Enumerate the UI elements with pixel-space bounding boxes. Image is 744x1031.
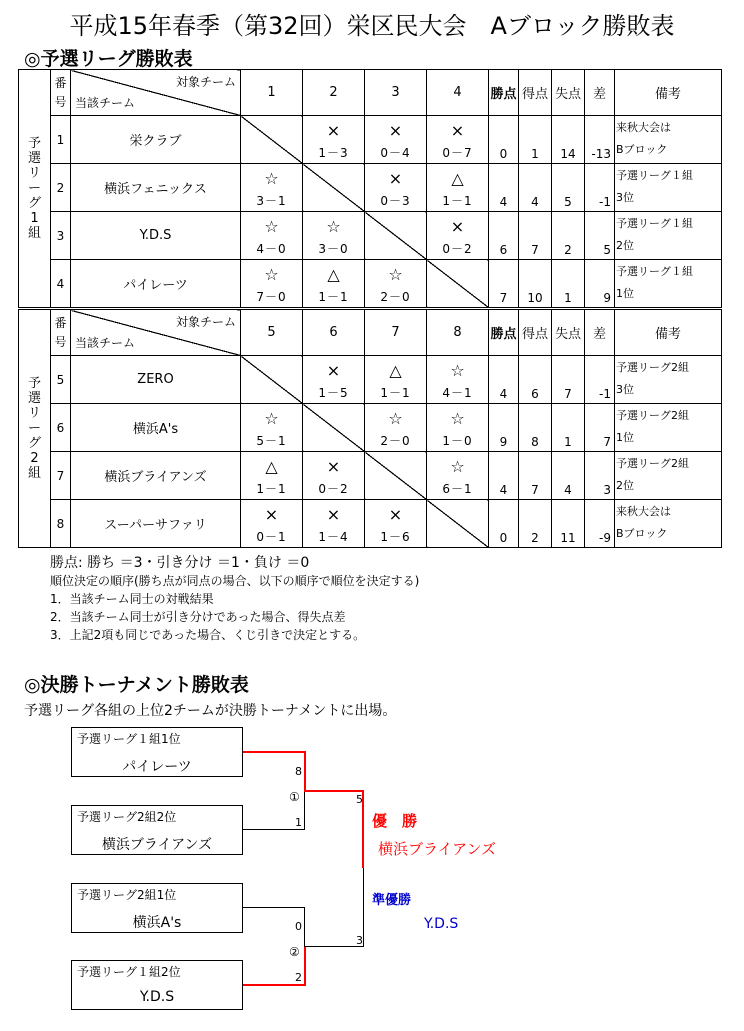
- self-match-cell: [303, 164, 365, 212]
- remark-line: 予選リーグ2組: [616, 457, 689, 470]
- team-name: 横浜A's: [71, 404, 241, 452]
- team-number: 6: [51, 404, 71, 452]
- opponent-column-header: 7: [365, 310, 427, 356]
- remarks-cell: [615, 212, 722, 260]
- opponent-column-header: 3: [365, 70, 427, 116]
- result-score: 6－1: [442, 482, 473, 496]
- remark-line: 2位: [616, 239, 634, 252]
- match-result-cell: [365, 356, 427, 404]
- self-match-cell: [241, 356, 303, 404]
- result-mark: △: [451, 169, 464, 188]
- group-label-char: 1: [30, 211, 39, 226]
- bracket-entry: [71, 883, 243, 933]
- result-score: 1－1: [380, 386, 411, 400]
- match-result-cell: [303, 500, 365, 548]
- goals-for-value: 6: [519, 356, 552, 404]
- opponent-column-header: 6: [303, 310, 365, 356]
- opponent-column-header: 8: [427, 310, 489, 356]
- remark-line: 1位: [616, 431, 634, 444]
- result-mark: ×: [388, 505, 403, 524]
- number-header: [51, 310, 71, 356]
- self-match-cell: [427, 500, 489, 548]
- result-mark: △: [389, 361, 402, 380]
- remarks-cell: [615, 404, 722, 452]
- goal-diff-value: -1: [585, 164, 615, 212]
- number-header-1: 番: [54, 75, 67, 90]
- group-label-char: 予: [27, 376, 41, 391]
- points-value: 6: [489, 212, 519, 260]
- result-mark: ×: [264, 505, 279, 524]
- points-value: 4: [489, 164, 519, 212]
- note-line: 1．当該チーム同士の対戦結果: [50, 592, 214, 606]
- bracket-line: [304, 946, 364, 947]
- goal-diff-header: 差: [585, 310, 615, 356]
- league-table: [18, 309, 722, 548]
- result-score: 2－0: [380, 290, 411, 304]
- match-result-cell: [365, 260, 427, 308]
- bracket-line: [243, 907, 305, 908]
- goal-diff-value: -13: [585, 116, 615, 164]
- goal-diff-value: 9: [585, 260, 615, 308]
- team-name: パイレーツ: [71, 260, 241, 308]
- goal-diff-value: 7: [585, 404, 615, 452]
- match-result-cell: [365, 164, 427, 212]
- entry-label: 予選リーグ１組1位: [77, 732, 181, 746]
- match-number: ②: [289, 945, 300, 959]
- remarks-cell: [615, 452, 722, 500]
- points-value: 9: [489, 404, 519, 452]
- remark-line: 来秋大会は: [616, 505, 671, 518]
- scoring-notes: [50, 554, 419, 644]
- match-result-cell: [365, 500, 427, 548]
- score: 2: [295, 971, 302, 984]
- note-line: 勝点: 勝ち ＝3・引き分け ＝1・負け ＝0: [50, 555, 310, 571]
- entry-label: 予選リーグ2組2位: [77, 810, 177, 824]
- runnerup-label: 準優勝: [372, 893, 412, 908]
- result-score: 0－1: [256, 530, 287, 544]
- points-value: 7: [489, 260, 519, 308]
- group-label-char: リ: [27, 166, 41, 181]
- team-name: 横浜フェニックス: [71, 164, 241, 212]
- winner-line: [243, 984, 306, 986]
- champion-label: 優 勝: [372, 812, 418, 830]
- goals-against-value: 1: [552, 260, 585, 308]
- number-header-2: 号: [54, 94, 67, 109]
- self-match-cell: [427, 260, 489, 308]
- match-result-cell: [427, 212, 489, 260]
- result-mark: ×: [326, 505, 341, 524]
- match-result-cell: [241, 212, 303, 260]
- team-name: Y.D.S: [71, 212, 241, 260]
- winner-line: [304, 790, 364, 792]
- remark-line: Bブロック: [616, 143, 668, 156]
- table-header-row: [19, 70, 722, 116]
- self-match-cell: [365, 452, 427, 500]
- result-score: 1－1: [318, 290, 349, 304]
- bracket-entry: [71, 805, 243, 855]
- goal-diff-value: -9: [585, 500, 615, 548]
- points-value: 4: [489, 452, 519, 500]
- match-result-cell: [365, 116, 427, 164]
- result-score: 1－1: [256, 482, 287, 496]
- group-label-char: ー: [27, 181, 41, 196]
- remark-line: 予選リーグ１組: [616, 217, 693, 230]
- points-header: 勝点: [489, 70, 519, 116]
- result-mark: ☆: [450, 457, 465, 476]
- match-result-cell: [427, 164, 489, 212]
- match-result-cell: [303, 356, 365, 404]
- entry-label: 予選リーグ2組1位: [77, 888, 177, 902]
- points-header: 勝点: [489, 310, 519, 356]
- bracket-entry: [71, 727, 243, 777]
- result-mark: ☆: [326, 217, 341, 236]
- opponent-column-header: 2: [303, 70, 365, 116]
- result-score: 1－1: [442, 194, 473, 208]
- league-table: [18, 69, 722, 308]
- goals-against-value: 7: [552, 356, 585, 404]
- team-number: 4: [51, 260, 71, 308]
- bracket-line: [304, 792, 305, 829]
- goals-for-header: 得点: [519, 70, 552, 116]
- result-mark: ☆: [450, 361, 465, 380]
- number-header-2: 号: [54, 334, 67, 349]
- team-number: 1: [51, 116, 71, 164]
- self-match-cell: [303, 404, 365, 452]
- remarks-cell: [615, 260, 722, 308]
- remark-line: 予選リーグ2組: [616, 361, 689, 374]
- goals-against-header: 失点: [552, 310, 585, 356]
- group-label-char: 予: [27, 136, 41, 151]
- goals-against-value: 14: [552, 116, 585, 164]
- team-number: 3: [51, 212, 71, 260]
- remark-line: 来秋大会は: [616, 121, 671, 134]
- match-result-cell: [303, 116, 365, 164]
- team-header: [71, 70, 241, 116]
- remarks-cell: [615, 356, 722, 404]
- match-result-cell: [427, 452, 489, 500]
- opponent-column-header: 1: [241, 70, 303, 116]
- remarks-header: 備考: [615, 70, 722, 116]
- runnerup-team: Y.D.S: [424, 916, 459, 932]
- tournament-subtitle: 予選リーグ各組の上位2チームが決勝トーナメントに出場。: [24, 703, 397, 719]
- group-label-char: 組: [27, 226, 41, 241]
- team-name: スーパーサファリ: [71, 500, 241, 548]
- page-title: 平成15年春季（第32回）栄区民大会 Aブロック勝敗表: [69, 12, 675, 40]
- opponent-column-header: 4: [427, 70, 489, 116]
- result-score: 5－1: [256, 434, 287, 448]
- team-name: 栄クラブ: [71, 116, 241, 164]
- result-score: 3－0: [318, 242, 349, 256]
- remarks-header: 備考: [615, 310, 722, 356]
- goals-against-value: 1: [552, 404, 585, 452]
- result-mark: ☆: [264, 409, 279, 428]
- entry-team: Y.D.S: [139, 989, 175, 1005]
- goal-diff-value: 3: [585, 452, 615, 500]
- bracket-line: [304, 907, 305, 947]
- result-score: 4－1: [442, 386, 473, 400]
- table-header-row: [19, 310, 722, 356]
- result-score: 1－0: [442, 434, 473, 448]
- match-result-cell: [241, 404, 303, 452]
- group-label-char: ー: [27, 421, 41, 436]
- result-score: 1－6: [380, 530, 411, 544]
- match-result-cell: [241, 452, 303, 500]
- result-score: 0－2: [442, 242, 473, 256]
- entry-team: 横浜A's: [132, 915, 182, 931]
- note-line: 3．上記2項も同じであった場合、くじ引きで決定とする。: [50, 628, 366, 642]
- goals-against-header: 失点: [552, 70, 585, 116]
- remarks-cell: [615, 164, 722, 212]
- result-mark: ×: [450, 217, 465, 236]
- current-team-header: 当該チーム: [75, 96, 136, 110]
- group-label-char: 組: [27, 466, 41, 481]
- result-mark: ☆: [388, 409, 403, 428]
- winner-line: [243, 751, 305, 753]
- goals-against-value: 4: [552, 452, 585, 500]
- result-mark: ×: [326, 361, 341, 380]
- result-mark: ☆: [450, 409, 465, 428]
- goal-diff-header: 差: [585, 70, 615, 116]
- goals-for-value: 8: [519, 404, 552, 452]
- goals-for-header: 得点: [519, 310, 552, 356]
- team-number: 5: [51, 356, 71, 404]
- match-result-cell: [241, 260, 303, 308]
- bracket-entry: [71, 960, 243, 1010]
- score: 8: [295, 765, 302, 778]
- opponent-column-header: 5: [241, 310, 303, 356]
- match-result-cell: [303, 452, 365, 500]
- result-score: 7－0: [256, 290, 287, 304]
- group-label-char: リ: [27, 406, 41, 421]
- remark-line: 2位: [616, 479, 634, 492]
- points-value: 0: [489, 116, 519, 164]
- result-score: 1－3: [318, 146, 349, 160]
- goal-diff-value: 5: [585, 212, 615, 260]
- goals-for-value: 1: [519, 116, 552, 164]
- points-value: 0: [489, 500, 519, 548]
- result-mark: ×: [388, 169, 403, 188]
- current-team-header: 当該チーム: [75, 336, 136, 350]
- opponent-header: 対象チーム: [175, 75, 236, 89]
- score: 0: [295, 920, 302, 933]
- remarks-cell: [615, 116, 722, 164]
- score: 3: [356, 934, 363, 947]
- table-row: [19, 164, 722, 212]
- team-number: 8: [51, 500, 71, 548]
- tournament-section-title: ◎決勝トーナメント勝敗表: [24, 674, 249, 696]
- match-result-cell: [241, 500, 303, 548]
- goal-diff-value: -1: [585, 356, 615, 404]
- table-row: [19, 212, 722, 260]
- group-label-char: グ: [27, 196, 41, 211]
- entry-team: 横浜ブライアンズ: [101, 837, 213, 853]
- table-row: [19, 452, 722, 500]
- remark-line: 予選リーグ１組: [616, 169, 693, 182]
- self-match-cell: [241, 116, 303, 164]
- bracket-line: [363, 868, 364, 947]
- winner-line: [304, 946, 306, 985]
- goals-against-value: 5: [552, 164, 585, 212]
- remark-line: 予選リーグ１組: [616, 265, 693, 278]
- result-score: 0－4: [380, 146, 411, 160]
- result-score: 2－0: [380, 434, 411, 448]
- team-number: 7: [51, 452, 71, 500]
- result-mark: △: [265, 457, 278, 476]
- result-mark: ×: [326, 457, 341, 476]
- match-result-cell: [303, 212, 365, 260]
- result-score: 0－7: [442, 146, 473, 160]
- goals-against-value: 11: [552, 500, 585, 548]
- team-name: ZERO: [71, 356, 241, 404]
- goals-for-value: 4: [519, 164, 552, 212]
- result-mark: ☆: [264, 217, 279, 236]
- note-line: 順位決定の順序(勝ち点が同点の場合、以下の順序で順位を決定する): [50, 574, 420, 588]
- table-row: [19, 260, 722, 308]
- number-header: [51, 70, 71, 116]
- group-label-char: 2: [30, 451, 39, 466]
- remarks-cell: [615, 500, 722, 548]
- league-section-title: ◎予選リーグ勝敗表: [24, 48, 193, 70]
- result-score: 0－2: [318, 482, 349, 496]
- goals-for-value: 7: [519, 212, 552, 260]
- table-row: [19, 356, 722, 404]
- match-result-cell: [427, 116, 489, 164]
- champion-team: 横浜ブライアンズ: [378, 840, 497, 858]
- points-value: 4: [489, 356, 519, 404]
- goals-against-value: 2: [552, 212, 585, 260]
- match-number: ①: [289, 790, 300, 804]
- result-score: 0－3: [380, 194, 411, 208]
- table-row: [19, 116, 722, 164]
- remark-line: 1位: [616, 287, 634, 300]
- opponent-header: 対象チーム: [175, 315, 236, 329]
- entry-label: 予選リーグ１組2位: [77, 965, 181, 979]
- match-result-cell: [365, 404, 427, 452]
- self-match-cell: [365, 212, 427, 260]
- match-result-cell: [427, 404, 489, 452]
- match-result-cell: [241, 164, 303, 212]
- result-score: 1－4: [318, 530, 349, 544]
- team-name: 横浜ブライアンズ: [71, 452, 241, 500]
- goals-for-value: 10: [519, 260, 552, 308]
- note-line: 2．当該チーム同士が引き分けであった場合、得失点差: [50, 610, 346, 624]
- group-label: [19, 70, 51, 308]
- result-mark: ☆: [264, 265, 279, 284]
- result-mark: ☆: [264, 169, 279, 188]
- table-row: [19, 404, 722, 452]
- remark-line: 3位: [616, 383, 634, 396]
- bracket-line: [243, 829, 305, 830]
- score: 1: [295, 816, 302, 829]
- table-row: [19, 500, 722, 548]
- result-mark: ×: [326, 121, 341, 140]
- group-label-char: 選: [27, 151, 41, 166]
- team-header: [71, 310, 241, 356]
- match-result-cell: [303, 260, 365, 308]
- team-number: 2: [51, 164, 71, 212]
- result-score: 3－1: [256, 194, 287, 208]
- group-label-char: グ: [27, 436, 41, 451]
- number-header-1: 番: [54, 315, 67, 330]
- remark-line: Bブロック: [616, 527, 668, 540]
- score: 5: [356, 793, 363, 806]
- group-label-char: 選: [27, 391, 41, 406]
- entry-team: パイレーツ: [122, 759, 192, 775]
- remark-line: 予選リーグ2組: [616, 409, 689, 422]
- goals-for-value: 7: [519, 452, 552, 500]
- result-score: 1－5: [318, 386, 349, 400]
- result-mark: ×: [388, 121, 403, 140]
- match-result-cell: [427, 356, 489, 404]
- result-mark: △: [327, 265, 340, 284]
- result-mark: ×: [450, 121, 465, 140]
- group-label: [19, 310, 51, 548]
- result-mark: ☆: [388, 265, 403, 284]
- goals-for-value: 2: [519, 500, 552, 548]
- remark-line: 3位: [616, 191, 634, 204]
- winner-line: [304, 751, 306, 792]
- result-score: 4－0: [256, 242, 287, 256]
